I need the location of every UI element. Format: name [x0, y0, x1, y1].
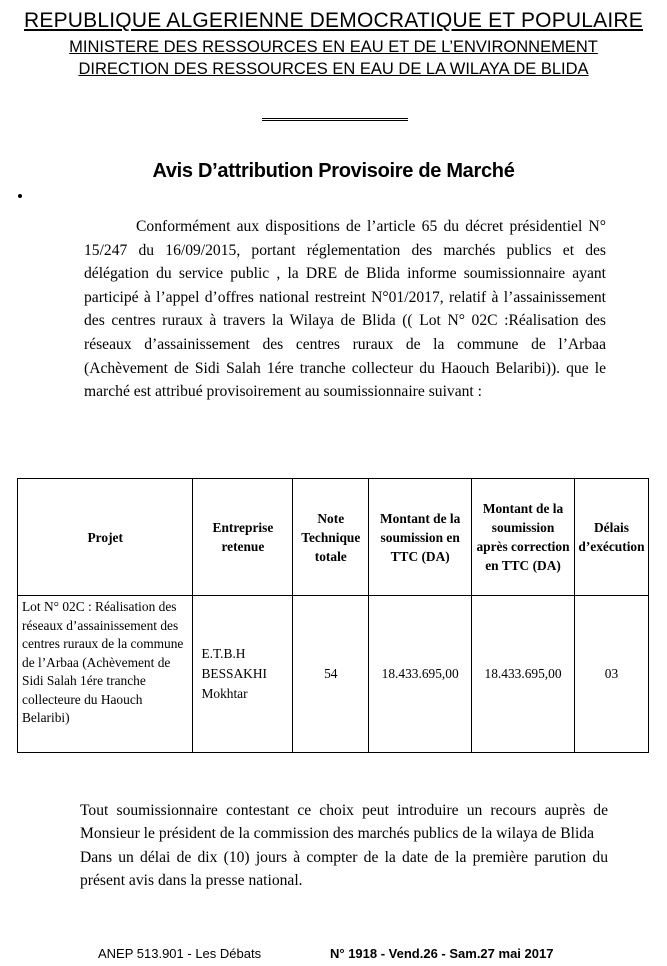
cell-note: 54	[293, 596, 369, 753]
cell-montant-correction: 18.433.695,00	[472, 596, 575, 753]
cell-montant: 18.433.695,00	[369, 596, 472, 753]
header-montant-correction: Montant de la soumission après correction en TTC (DA)	[472, 479, 575, 596]
recourse-notice	[80, 799, 608, 893]
award-table	[17, 478, 649, 753]
bullet-mark	[18, 194, 22, 198]
cell-entreprise	[193, 596, 293, 753]
recourse-paragraph: Tout soumissionnaire contestant ce choix peut introduire un recours auprès de Monsieur le président de la commission des marchés publics de la wilaya de Blida	[80, 802, 608, 843]
header-projet: Projet	[18, 479, 193, 596]
document-header	[0, 6, 667, 80]
ministry-heading: MINISTERE DES RESSOURCES EN EAU ET DE L’ENVIRONNEMENT	[69, 38, 598, 56]
header-delais: Délais d’exécution	[574, 479, 648, 596]
table-row	[18, 596, 649, 753]
republic-heading: REPUBLIQUE ALGERIENNE DEMOCRATIQUE ET POPULAIRE	[24, 9, 643, 32]
cell-delais: 03	[574, 596, 648, 753]
cell-projet: Lot N° 02C : Réalisation des réseaux d’assainissement des centres ruraux de la commune de l’Arbaa (Achèvement de Sidi Salah 1ére tranche collecteure du Haouch Belaribi)	[18, 596, 193, 753]
direction-heading: DIRECTION DES RESSOURCES EN EAU DE LA WILAYA DE BLIDA	[78, 60, 589, 78]
header-entreprise: Entreprise retenue	[193, 479, 293, 596]
header-montant: Montant de la soumission en TTC (DA)	[369, 479, 472, 596]
header-note: Note Technique totale	[293, 479, 369, 596]
deadline-paragraph: Dans un délai de dix (10) jours à compter de la date de la première parution du présent avis dans la presse national.	[80, 848, 608, 890]
entreprise-line: E.T.B.H	[201, 646, 246, 661]
intro-paragraph: Conformément aux dispositions de l’article 65 du décret présidentiel N° 15/247 du 16/09/2015, portant réglementation des marchés publics et des délégation du service public , la DRE de Blida informe soumissionnaire ayant participé à l’appel d’offres national restreint N°01/2017, relatif à l’assainissement des centres ruraux à travers la Wilaya de Blida (( Lot N° 02C :Réalisation des réseaux d’assainissement des centres ruraux de la commune de l’Arbaa (Achèvement de Sidi Salah 1ére tranche collecteur du Haouch Belaribi)). que le marché est attribué provisoirement au soumissionnaire suivant :	[84, 218, 606, 401]
entreprise-line: Mokhtar	[201, 686, 248, 701]
anep-reference: ANEP 513.901 - Les Débats	[98, 946, 262, 961]
entreprise-line: BESSAKHI	[201, 666, 267, 681]
notice-title: Avis D’attribution Provisoire de Marché	[152, 160, 515, 182]
header-divider	[262, 118, 408, 121]
issue-reference: N° 1918 - Vend.26 - Sam.27 mai 2017	[330, 946, 554, 961]
table-header-row	[18, 479, 649, 596]
